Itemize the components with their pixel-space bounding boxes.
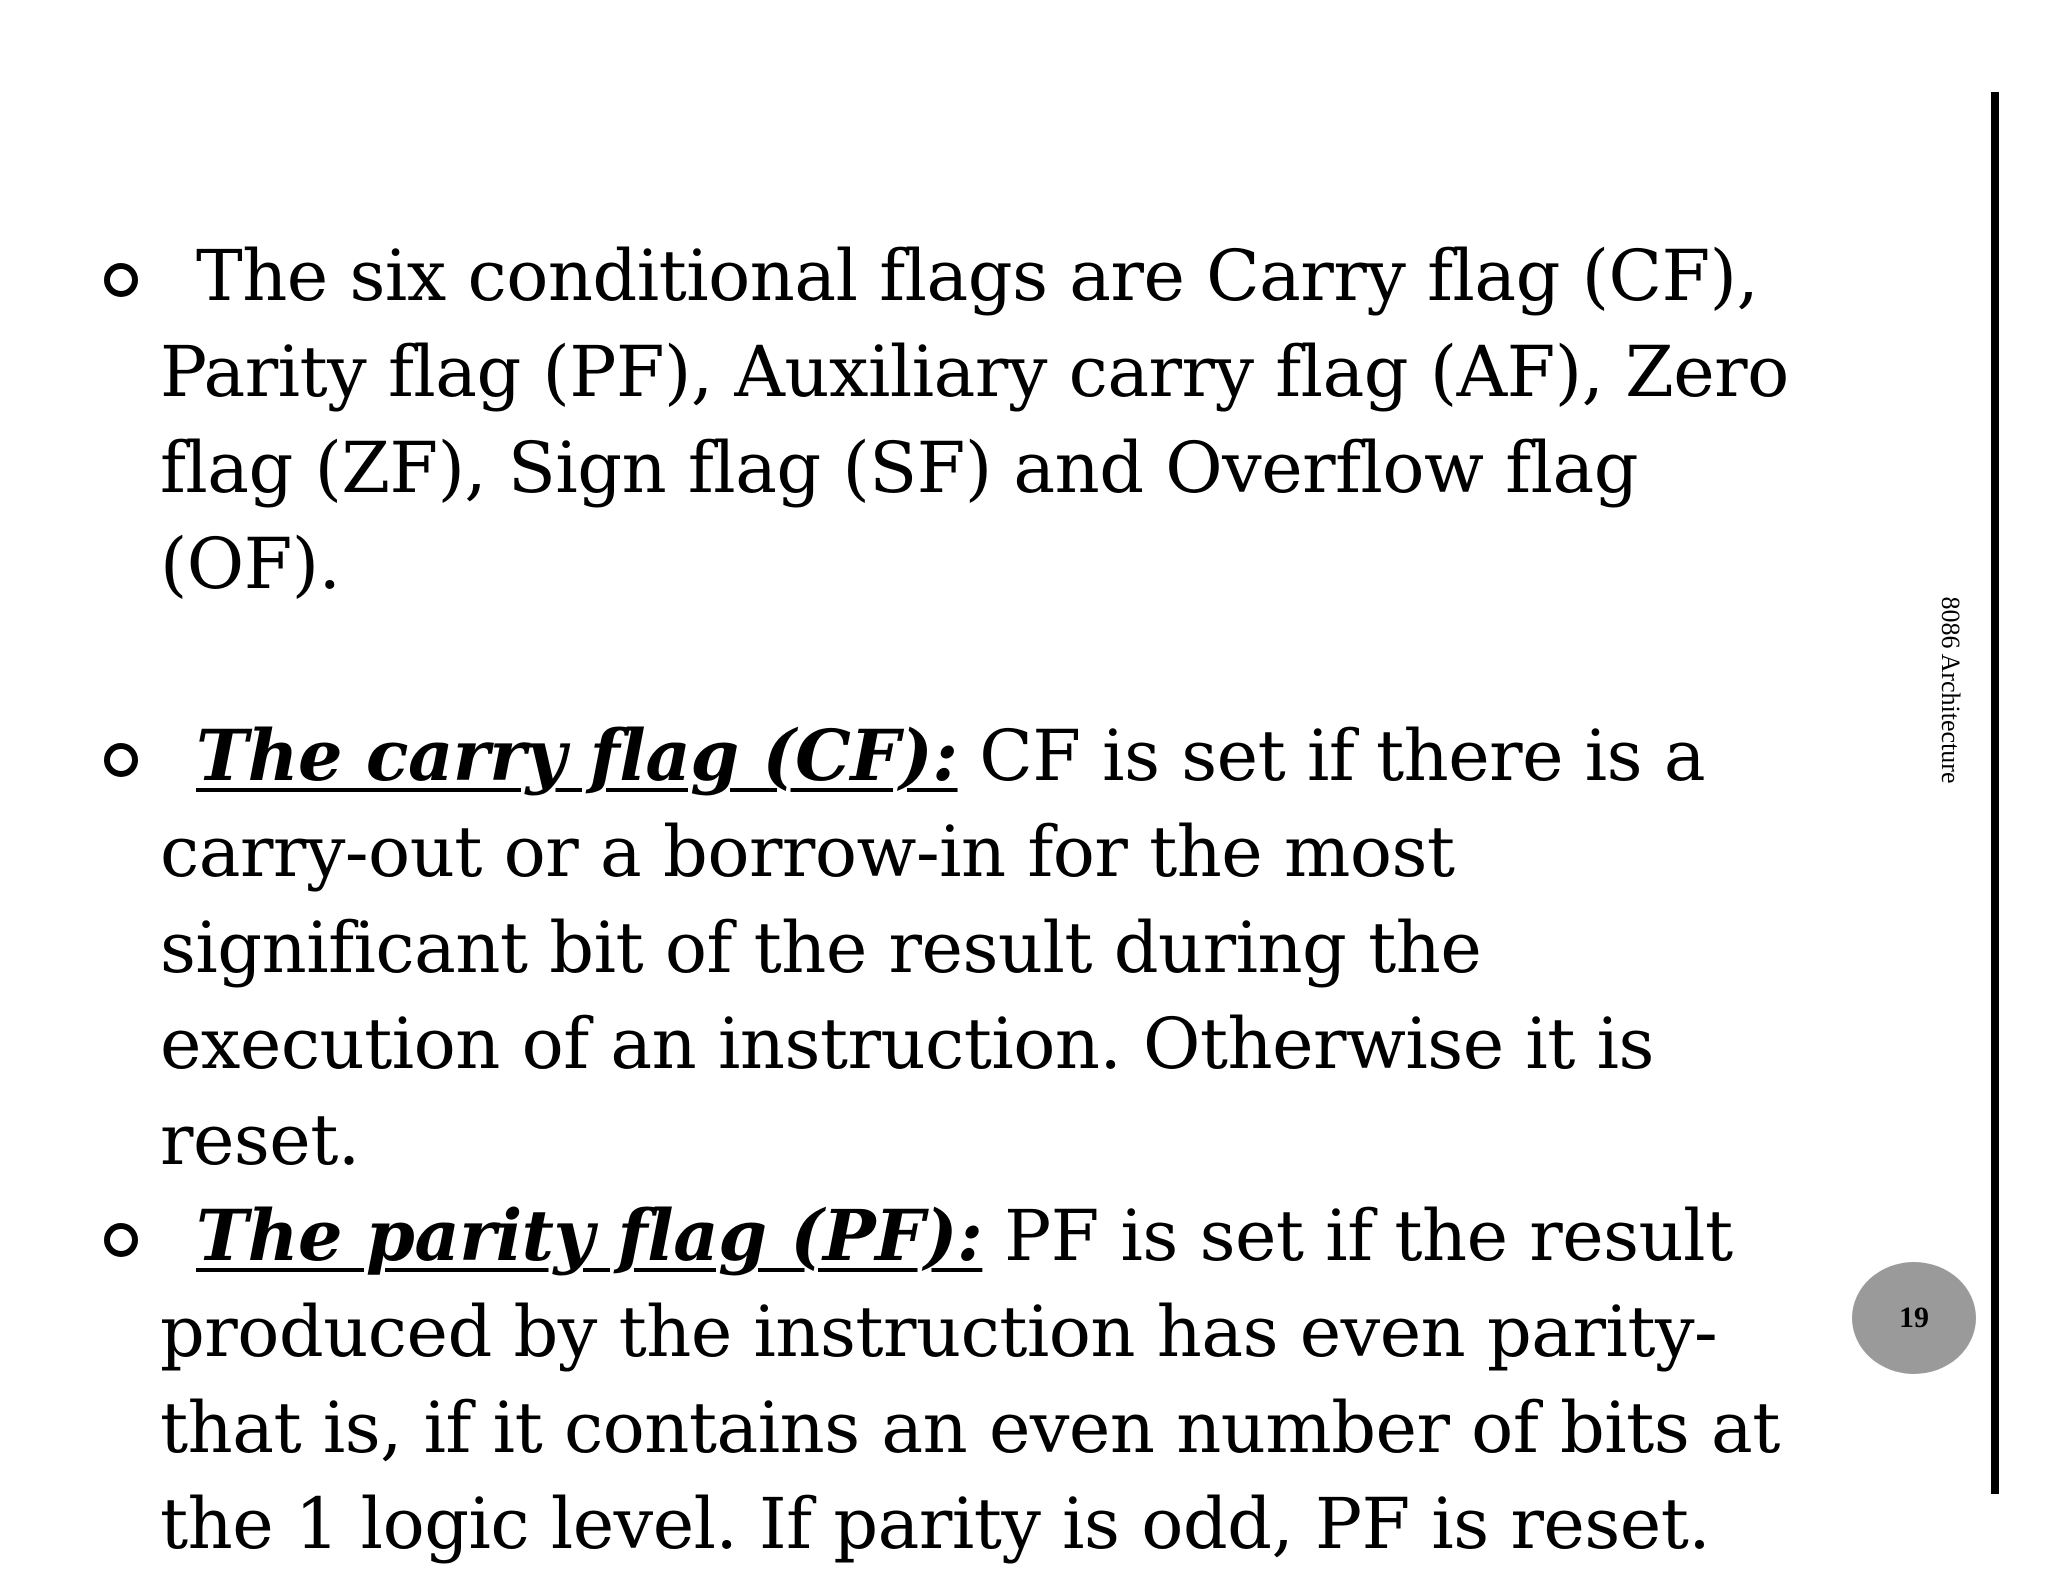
bullet-carry-flag — [100, 708, 1800, 1188]
bullet-conditional-flags — [100, 228, 1800, 612]
bullet-text: The six conditional flags are Carry flag (CF), Parity flag (PF), Auxiliary carry flag (AF), Zero flag (ZF), Sign flag (SF) and Overflow flag (OF). — [160, 235, 1789, 605]
circle-bullet-icon — [104, 263, 138, 297]
bullet-text: PF is set if the result produced by the instruction has even parity- that is, if it contains an even number of bits at the 1 logic level. If parity is odd, PF is reset. — [160, 1195, 1780, 1565]
page-number-badge — [1852, 1262, 1976, 1374]
circle-bullet-icon — [104, 743, 138, 777]
circle-bullet-icon — [104, 1223, 138, 1257]
bullet-term: The parity flag (PF): — [196, 1194, 983, 1277]
page-number: 19 — [1899, 1301, 1929, 1334]
side-label: 8086 Architecture — [1936, 596, 1965, 784]
slide-body — [100, 228, 1800, 1572]
bullet-text: CF is set if there is a carry-out or a borrow-in for the most significant bit of the result during the execution of an instruction. Otherwise it is reset. — [160, 715, 1706, 1181]
vertical-rule — [1991, 92, 1999, 1494]
spacer — [100, 612, 1800, 708]
bullet-term: The carry flag (CF): — [196, 714, 958, 797]
bullet-parity-flag — [100, 1188, 1800, 1572]
